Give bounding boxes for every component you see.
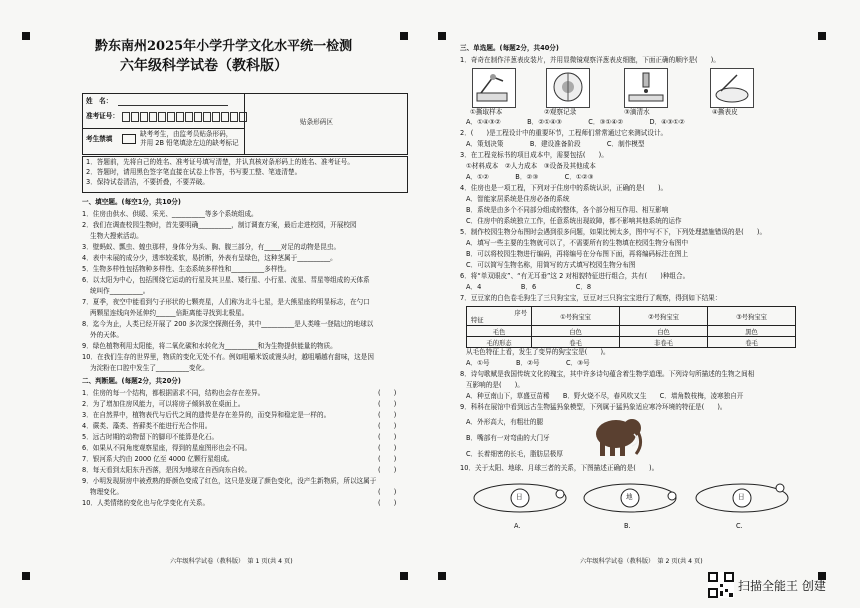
puppy-table xyxy=(466,306,796,348)
question-6: 6．将“单双眼皮”、“有无耳垂”这 2 对相貌特征进行组合，共有( )种组合。 xyxy=(460,272,690,280)
table-header: ①号狗宝宝 xyxy=(532,307,620,326)
corner-mark xyxy=(400,572,408,580)
question-1: 1．奇奇在制作洋葱表皮装片，并用显微镜观察洋葱表皮细胞，下面正确的顺序是( )。 xyxy=(460,56,720,64)
name-label: 姓 名： xyxy=(86,97,113,105)
exam-subtitle: 六年级科学试卷（教科版） xyxy=(120,58,288,74)
answer-paren[interactable]: ( ) xyxy=(378,422,397,430)
answer-paren[interactable]: ( ) xyxy=(378,433,397,441)
diagram-letter: C. xyxy=(736,522,743,530)
note-1: 1．答题前，先将自己的姓名、准考证号填写清楚，并认真核对条形码上的姓名、准考证号。 xyxy=(86,158,354,166)
question-line: 3．壁蚂蚁、瓢虫、蝗虫那样，身体分为头、胸、腹三部分，有_____对足的动物是昆虫。 xyxy=(82,243,341,251)
answer-paren[interactable]: ( ) xyxy=(378,444,397,452)
q5-option-a: A．填写一些主要的生物就可以了，不需要所有的生物填在校园生物分布图中 xyxy=(466,239,689,247)
diagram-letter: B. xyxy=(624,522,631,530)
judge-line: 5．远古时期的动物留下的脚印不能算是化石。 xyxy=(82,433,219,441)
corner-mark xyxy=(400,32,408,40)
scanner-brand: 扫描全能王 创建 xyxy=(738,579,826,593)
q4-option-a: A．智能家居系统是住房必备的系统 xyxy=(466,195,570,203)
question-line: 8．迄今为止，人类已经开展了 200 多次深空探测任务，其中__________是人类唯一登陆过的地球以 xyxy=(82,320,374,328)
question-line: 6．以太阳为中心，包括围绕它运动的行星及其卫星、矮行星、小行星、流星、彗星等组成的天体系 xyxy=(82,276,370,284)
diagram-a-label: 日 xyxy=(516,493,523,501)
page-footer: 六年级科学试卷（教科版） 第 2 页(共 4 页) xyxy=(580,558,703,565)
question-line: 外的天体。 xyxy=(90,331,123,339)
answer-paren[interactable]: ( ) xyxy=(378,466,397,474)
ticket-number-cells[interactable] xyxy=(122,112,248,122)
q5-option-c: C．可以简写生物名称，用简写的方式填写校园生物分布图 xyxy=(466,261,636,269)
judge-line: 9．小明发现厨房中被煮熟的虾颜色变成了红色，这只是发现了颜色变化，没产生新物质，所以这属于 xyxy=(82,477,377,485)
judge-line: 1．住房的每一个结构，都根据需求不同，结构也会存在差异。 xyxy=(82,389,265,397)
table-cell: 非卷毛 xyxy=(620,337,708,348)
question-line: 5．生物多样性包括物种多样性、生态系统多样性和__________多样性。 xyxy=(82,265,291,273)
name-line[interactable] xyxy=(118,105,228,106)
image-caption: ④撕表皮 xyxy=(712,108,738,116)
question-4: 4．住房也是一项工程，下列对于住房中的系统认识，正确的是( )。 xyxy=(460,184,668,192)
q7-options: A．①号 B．②号 C．③号 xyxy=(466,359,590,367)
q4-option-c: C．住房中的系统独立工作，任意系统出现故障，都不影响其他系统的运作 xyxy=(466,217,682,225)
tear-skin-image xyxy=(710,68,754,108)
table-cell: 毛的形态 xyxy=(467,337,532,348)
q4-option-b: B．系统是由多个不同部分组成的整体，各个部分相互作用、相互影响 xyxy=(466,206,669,214)
q6-options: A．4 B．6 C．8 xyxy=(466,283,592,291)
q1-options: A．①④③② B．②①④③ C．③①④② D．④③①② xyxy=(466,118,685,126)
judge-line: 2．为了增加住房风能力，可以将房子倾斜放在桌面上。 xyxy=(82,400,245,408)
table-cell: 毛色 xyxy=(467,326,532,337)
answer-paren[interactable]: ( ) xyxy=(378,455,397,463)
question-line: 10．在我们生存的世界里，物质的变化无处不有。例如咀嚼米饭或馒头时，越咀嚼越有甜味，这是因 xyxy=(82,353,374,361)
question-8: 8．诗句歌赋是我国传统文化的瑰宝，其中许多诗句蕴含着生物学道理。下列诗句所描述的生物之间相 xyxy=(460,370,755,378)
diagram-letter: A. xyxy=(514,522,521,530)
table-header: 序号 xyxy=(514,310,527,317)
table-header: ②号狗宝宝 xyxy=(620,307,708,326)
corner-mark xyxy=(22,32,30,40)
image-caption: ①撕取样本 xyxy=(470,108,503,116)
table-cell: 白色 xyxy=(532,326,620,337)
candidate-forbidden-label: 考生禁填 xyxy=(86,135,113,143)
observe-record-image xyxy=(546,68,590,108)
question-line: 7．夏季，夜空中能看到勺子形状的七颗亮星，人们称为北斗七星，是大熊星座的明显标志，在勺口 xyxy=(82,298,370,306)
q8-options: A．种豆南山下，草盛豆苗稀 B．野火烧不尽，春风吹又生 C．墙角数枝梅，凌寒独自开 xyxy=(466,392,744,400)
answer-paren[interactable]: ( ) xyxy=(378,499,397,507)
diagram-b-label: 地 xyxy=(626,493,633,501)
table-cell: 卷毛 xyxy=(532,337,620,348)
corner-mark xyxy=(818,32,826,40)
q5-option-b: B．可以将校园生物进行编码，再将编号在分布图下面，再将编码标注在图上 xyxy=(466,250,689,258)
absent-note-2: 并用 2B 铅笔填涂左边的缺考标记 xyxy=(140,139,239,147)
q7-question: 从毛色特征上看，发生了变异的狗宝宝是( )。 xyxy=(466,348,610,356)
section-fill-blank: 一、填空题。(每空1分，共10分) xyxy=(82,198,181,206)
corner-mark xyxy=(22,572,30,580)
image-caption: ②观察记录 xyxy=(544,108,577,116)
question-line: 2．我们在调查校园生物时，首先要明确__________，制订调查方案，最后走进校园，开展校园 xyxy=(82,221,357,229)
judge-line: 6．如果从不同角度观察星座，得到的星座图形也会不同。 xyxy=(82,444,252,452)
ticket-label: 准考证号： xyxy=(86,112,119,120)
question-3: 3．在工程竞标书的项目成本中，需要包括( )。 xyxy=(460,151,608,159)
table-header: ③号狗宝宝 xyxy=(708,307,796,326)
judge-line: 4．蕨类、藻类、苔藓类不能进行光合作用。 xyxy=(82,422,212,430)
answer-paren[interactable]: ( ) xyxy=(378,488,397,496)
barcode-label: 贴条形码区 xyxy=(300,118,333,126)
section-true-false: 二、判断题。(每题2分，共20分) xyxy=(82,377,181,385)
question-line: 9．绿色植物利用太阳能，将二氧化碳和水转化为__________和为生物提供能量的物质。 xyxy=(82,342,337,350)
question-line: 1．住房由供水、供暖、采光、__________等多个系统组成。 xyxy=(82,210,258,218)
q8-line-2: 互影响的是( )。 xyxy=(466,381,524,389)
page-footer: 六年级科学试卷（教科版） 第 1 页(共 4 页) xyxy=(170,558,293,565)
table-cell: 白色 xyxy=(620,326,708,337)
table-cell: 黑色 xyxy=(708,326,796,337)
corner-mark xyxy=(438,572,446,580)
question-line: 两颗星连线向外延伸约______倍距离能寻找到北极星。 xyxy=(90,309,249,317)
answer-paren[interactable]: ( ) xyxy=(378,389,397,397)
corner-mark xyxy=(438,32,446,40)
q3-options: A．①② B．②③ C．①②③ xyxy=(466,173,594,181)
q9-option-b: B．嘴部有一对弯曲的大门牙 xyxy=(466,434,550,442)
answer-paren[interactable]: ( ) xyxy=(378,400,397,408)
note-3: 3．保持试卷清洁，不要折叠，不要弄破。 xyxy=(86,178,209,186)
image-caption: ③滴清水 xyxy=(624,108,650,116)
drop-water-image xyxy=(624,68,668,108)
section-single-choice: 三、单选题。(每题2分，共40分) xyxy=(460,44,559,52)
question-5: 5．制作校园生物分布图时会遇到很多问题，如果比例太多，图中写不下，下列处理措施错误的是( )。 xyxy=(460,228,767,236)
mammoth-image xyxy=(586,414,646,458)
table-cell: 卷毛 xyxy=(708,337,796,348)
q9-option-a: A．外形高大，有粗壮的腿 xyxy=(466,418,544,426)
q2-options: A．策划决策 B．建设准备阶段 C．制作模型 xyxy=(466,140,645,148)
absent-mark-box[interactable] xyxy=(122,134,136,144)
diagram-c-label: 日 xyxy=(738,493,745,501)
exam-title: 黔东南州2025年小学升学文化水平统一检测 xyxy=(95,39,353,54)
answer-paren[interactable]: ( ) xyxy=(378,411,397,419)
q3-items: ①材料成本 ②人力成本 ③设备及其他成本 xyxy=(466,162,596,170)
tearing-sample-image xyxy=(472,68,516,108)
question-line: 4．表中未展的成分少，透率较柔软，易折断，外表有呈绿色，这种茎属于__________。 xyxy=(82,254,337,262)
table-header: 特征 xyxy=(471,317,484,324)
judge-line: 10．人类情绪的变化也与化学变化有关系。 xyxy=(82,499,210,507)
question-2: 2．( )是工程设计中的重要环节，工程师们常常通过它来测试设计。 xyxy=(460,129,668,137)
question-10: 10．关于太阳、地球、月球三者的关系，下图描述正确的是( )。 xyxy=(460,464,659,472)
judge-line: 7．银河系大约由 2000 亿至 4000 亿颗行星组成。 xyxy=(82,455,234,463)
judge-line: 物理变化。 xyxy=(90,488,123,496)
note-2: 2．答题时，请用黑色签字笔直接在试卷上作答，书写要工整、笔迹清楚。 xyxy=(86,168,302,176)
question-7: 7．豆豆家的白色卷毛狗生了三只狗宝宝，豆豆对三只狗宝宝进行了观察，得到如下结果： xyxy=(460,294,722,302)
absent-note-1: 缺考考生，由监考员贴条形码， xyxy=(140,130,233,138)
judge-line: 8．每天看到太阳东升西落，是因为地球在自西向东自转。 xyxy=(82,466,252,474)
judge-line: 3．在自然界中，植物表代与后代之间的遗传是存在差异的，而变异和稳定是一样的。 xyxy=(82,411,331,419)
q9-option-c: C．长着细密的长毛，脂肪层极厚 xyxy=(466,450,563,458)
question-line: 统叫作__________。 xyxy=(90,287,150,295)
qr-code-icon xyxy=(708,572,734,598)
question-9: 9．科科在展馆中看到远古生物猛犸象模型，下列属于猛犸象适应寒冷环境的特征是( )。 xyxy=(460,403,727,411)
question-line: 为淀粉在口腔中发生了__________变化。 xyxy=(90,364,209,372)
exam-page-2 xyxy=(430,0,860,608)
question-line: 生物大搜索活动。 xyxy=(90,232,143,240)
